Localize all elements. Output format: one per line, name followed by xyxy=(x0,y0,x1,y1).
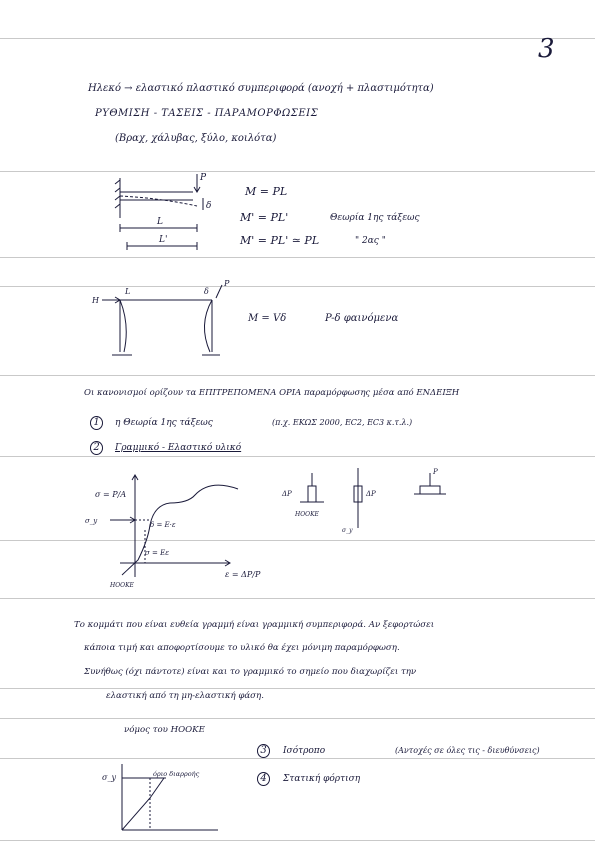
item-2-number: 2 xyxy=(90,441,103,455)
frame-top-right-label: δ xyxy=(204,287,209,296)
ruled-line xyxy=(0,375,595,376)
frame-h-label: H xyxy=(92,296,99,305)
item-2-text: Γραμμικό - Ελαστικό υλικό xyxy=(115,443,242,453)
item-4-text: Στατική φόρτιση xyxy=(283,774,361,784)
page-number: 3 xyxy=(538,34,555,64)
intro-text: Οι κανονισμοί ορίζουν τα ΕΠΙΤΡΕΠΟΜΕΝΑ ΟΡΙΑ παραμόρφωσης μέσα από ΕΝΔΕΙΞΗ xyxy=(84,388,460,398)
ss-linear-label: σ = Eε xyxy=(145,549,169,557)
item-3-number: 3 xyxy=(257,744,270,758)
paragraph-line-4: ελαστική από τη μη-ελαστική φάση. xyxy=(106,691,264,701)
heading-line-2: ΡΥΘΜΙΣΗ - ΤΑΣΕΙΣ - ΠΑΡΑΜΟΡΦΩΣΕΙΣ xyxy=(95,108,319,119)
specimen-1-load: ΔP xyxy=(282,490,292,498)
item-1-text: η Θεωρία 1ης τάξεως xyxy=(115,418,213,428)
item-4-number: 4 xyxy=(257,772,270,786)
moment-eq-2-note: Θεωρία 1ης τάξεως xyxy=(330,213,420,223)
paragraph-line-1: Το κομμάτι που είναι ευθεία γραμμή είναι γραμμική συμπεριφορά. Αν ξεφορτώσει xyxy=(74,620,435,630)
ruled-line xyxy=(0,171,595,172)
ruled-line xyxy=(0,598,595,599)
beam-span2-label: L' xyxy=(159,235,168,245)
stress-strain-figure xyxy=(80,465,260,590)
ruled-line xyxy=(0,840,595,841)
heading-line-3: (Βραχ, χάλυβας, ξύλο, κοιλότα) xyxy=(115,133,277,144)
ruled-line xyxy=(0,758,595,759)
ss-x-label: ε = ΔP/P xyxy=(225,570,261,579)
frame-top-left-label: L xyxy=(125,287,131,296)
hooke-line: νόμος του HOOKE xyxy=(124,725,205,735)
small-graph-y-label: σ_y xyxy=(102,773,116,782)
ruled-line xyxy=(0,718,595,719)
beam-span-label: L xyxy=(157,217,163,227)
beam-deflection-label: δ xyxy=(206,201,212,211)
moment-eq-1: M = PL xyxy=(245,185,288,198)
small-graph-annotation: όριο διαρροής xyxy=(153,770,200,778)
moment-eq-3-note: " 2ας " xyxy=(355,236,386,246)
ruled-line xyxy=(0,286,595,287)
ss-origin-sub: HOOKE xyxy=(110,582,134,589)
heading-line-1: Ηλεκό → ελαστικό πλαστικό συμπεριφορά (ανοχή + πλαστιμότητα) xyxy=(88,83,434,94)
frame-figure xyxy=(92,280,242,365)
paragraph-line-2: κάποια τιμή και αποφορτίσουμε το υλικό θα έχει μόνιμη παραμόρφωση. xyxy=(84,643,400,653)
ruled-line xyxy=(0,688,595,689)
small-stress-graph xyxy=(100,760,230,832)
ruled-line xyxy=(0,456,595,457)
cantilever-beam-figure xyxy=(105,170,215,260)
moment-eq-3: M' = PL' ≃ PL xyxy=(240,234,320,247)
ss-y-label: σ = P/A xyxy=(95,490,127,499)
specimen-2-load: ΔP xyxy=(366,490,376,498)
item-3-note: (Αντοχές σε όλες τις - διευθύνσεις) xyxy=(395,746,540,755)
frame-effect-label: P-δ φαινόμενα xyxy=(325,313,399,324)
beam-load-label: P xyxy=(200,173,207,183)
item-1-number: 1 xyxy=(90,416,103,430)
specimen-1-sub: HOOKE xyxy=(295,511,319,518)
specimen-2-sub: σ_y xyxy=(342,527,353,534)
ruled-line xyxy=(0,257,595,258)
paragraph-line-3: Συνήθως (όχι πάντοτε) είναι και το γραμμικό το σημείο που διαχωρίζει την xyxy=(84,667,417,677)
ss-yield-label: σ_y xyxy=(85,517,98,525)
moment-eq-2: M' = PL' xyxy=(240,211,289,224)
frame-load-label: P xyxy=(224,279,230,288)
ruled-line xyxy=(0,38,595,39)
specimens-figure xyxy=(280,468,470,538)
frame-equation: M = Vδ xyxy=(248,313,287,324)
specimen-3-load: P xyxy=(433,468,438,476)
ss-limit-label: δ = E·ε xyxy=(150,521,176,529)
item-3-text: Ισότροπο xyxy=(283,746,326,756)
item-1-ref: (π.χ. ΕΚΩΣ 2000, ΕC2, ΕC3 κ.τ.λ.) xyxy=(272,418,413,427)
